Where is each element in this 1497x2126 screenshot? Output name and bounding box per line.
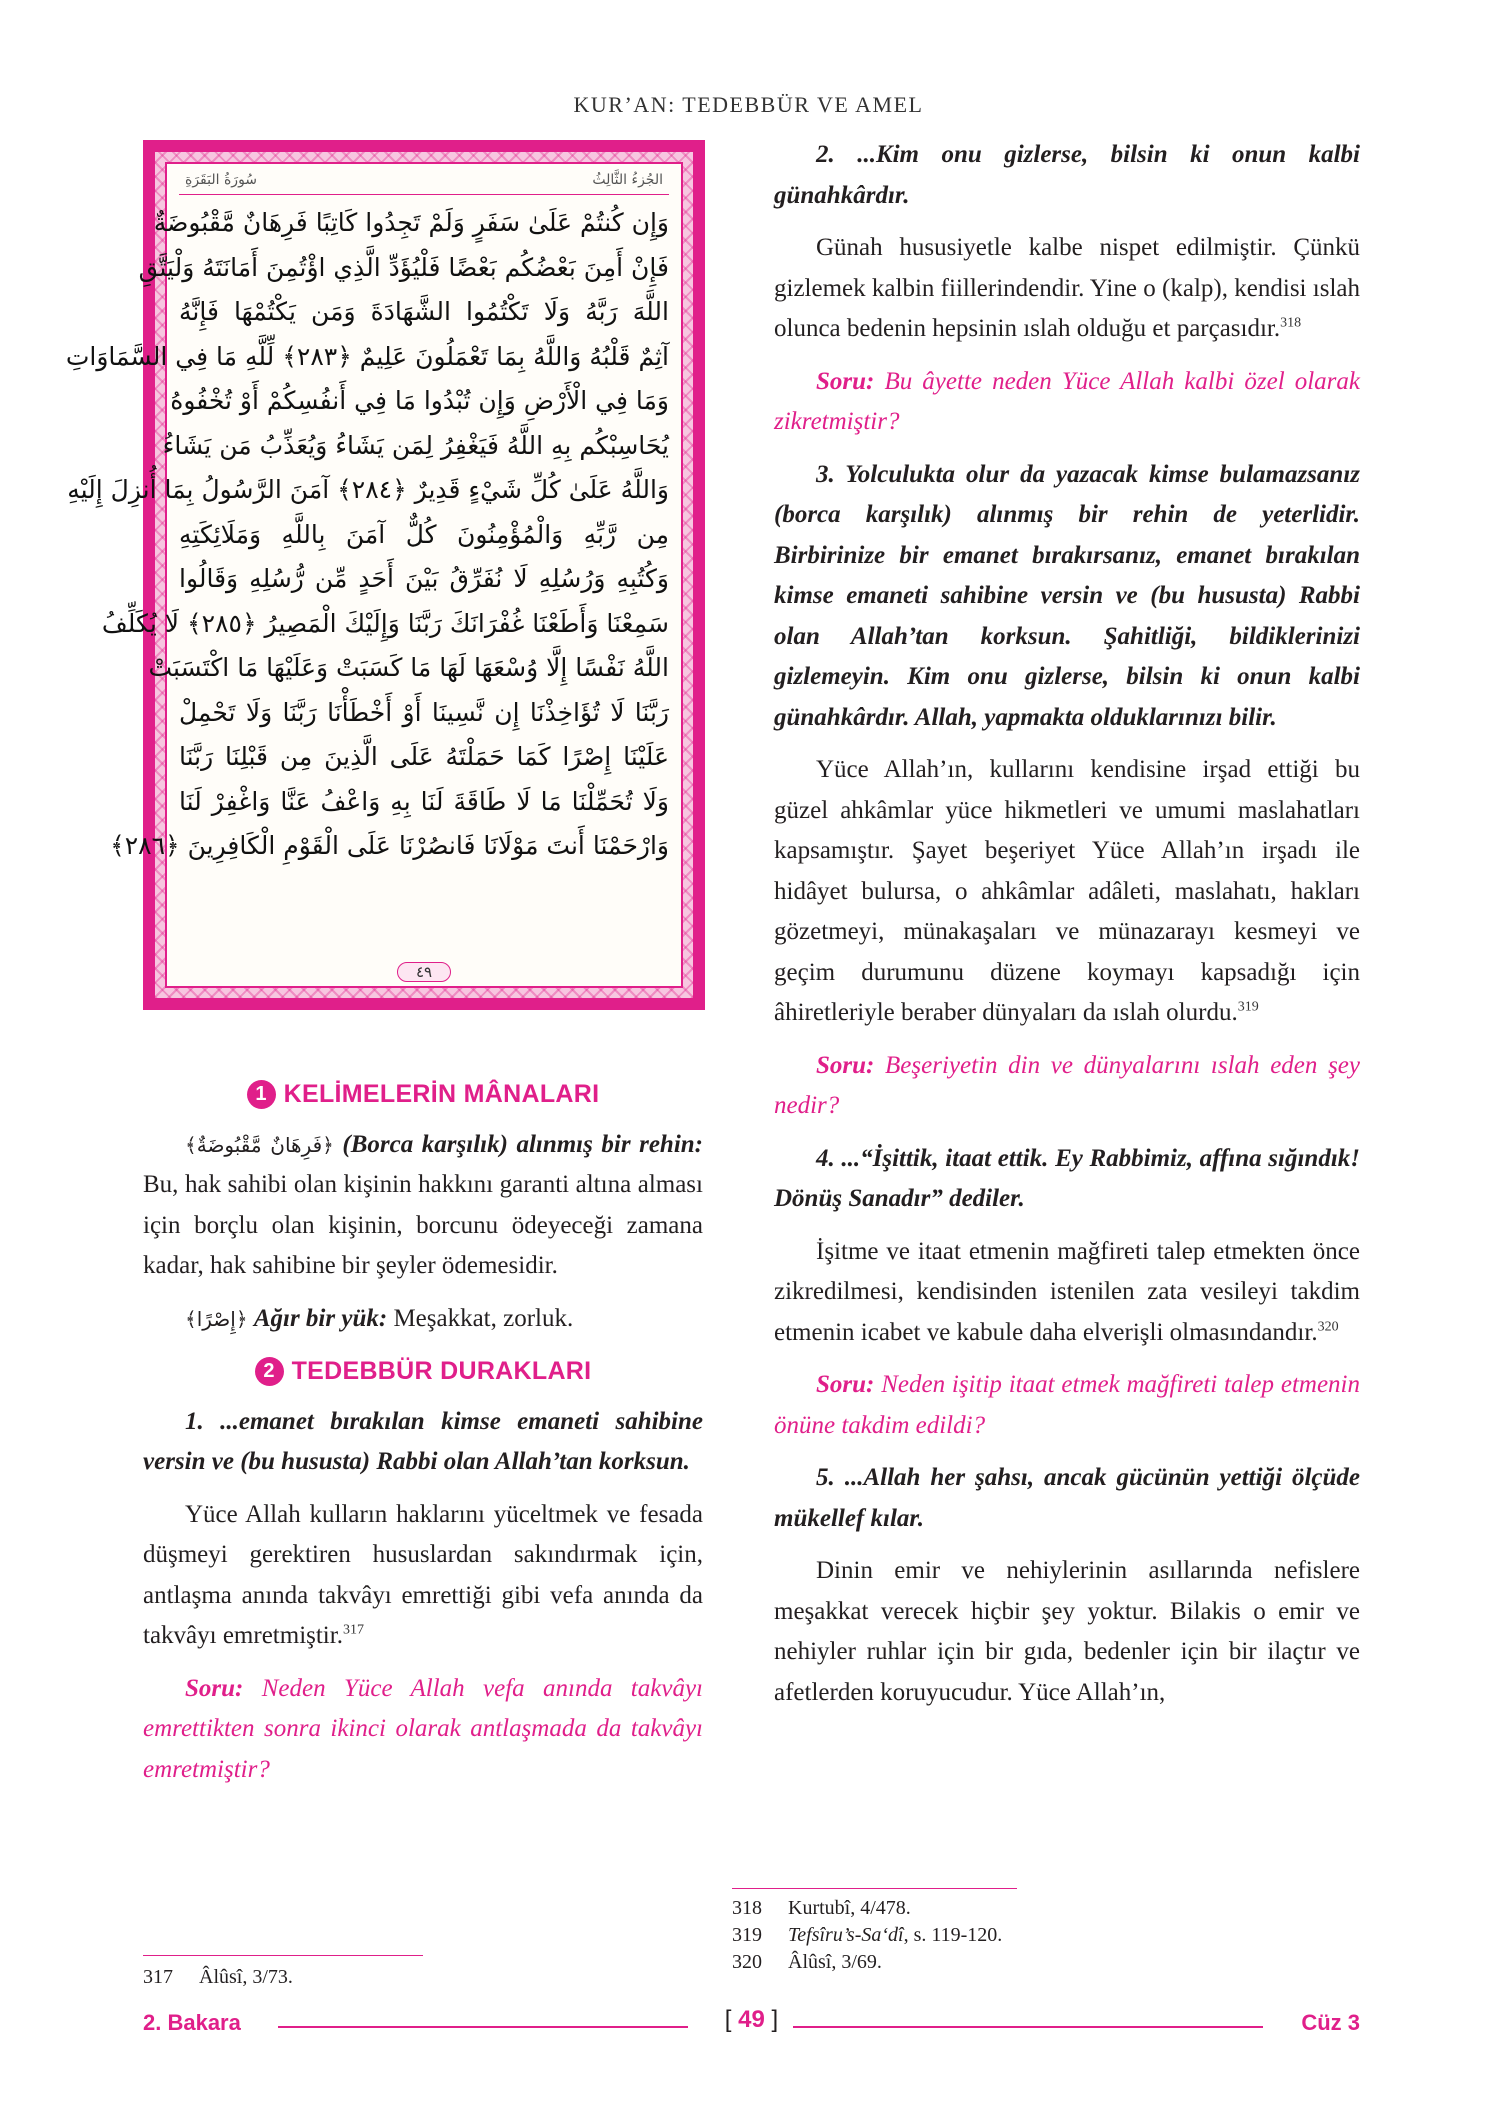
question-label: Soru: [185, 1674, 244, 1702]
footnote-ref[interactable]: 318 [1280, 315, 1302, 331]
definition-term: (Borca karşılık) alınmış bir rehin: [333, 1130, 703, 1158]
footnote-source-title: Tefsîru’s-Sa‘dî [788, 1924, 904, 1946]
bracket-open: [ [724, 2006, 732, 2033]
mushaf-line: مِن رَّبِّهِ وَالْمُؤْمِنُونَ كُلٌّ آمَنَ بِاللَّهِ وَمَلَائِكَتِهِ [179, 519, 669, 549]
mushaf-line: اللَّهُ نَفْسًا إِلَّا وُسْعَهَا لَهَا مَا كَسَبَتْ وَعَلَيْهَا مَا اكْتَسَبَتْ [148, 653, 669, 682]
page-number: 49 [738, 2006, 765, 2033]
running-head: KUR’AN: TEDEBBÜR VE AMEL [573, 92, 924, 117]
question-4 [774, 1365, 1360, 1446]
arabic-term: ﴿فَرِهَانٌ مَّقْبُوضَةٌ﴾ [185, 1132, 334, 1157]
mushaf-text [65, 201, 669, 869]
definition-text: Meşakkat, zorluk. [387, 1304, 574, 1332]
section-heading-text: TEDEBBÜR DURAKLARI [291, 1357, 592, 1385]
footnote-right-3 [732, 1949, 882, 1976]
paragraph-text: Yüce Allah kulların haklarını yüceltmek ve fesada düşmeyi gerektiren hususlardan sakındırmak için, antlaşma anında takvâyı emrettiği gibi vefa anında da takvâyı emretmiştir. [143, 1500, 703, 1649]
definition-1 [143, 1125, 703, 1287]
mushaf-line: رَبَّنَا لَا تُؤَاخِذْنَا إِن نَّسِينَا أَوْ أَخْطَأْنَا رَبَّنَا وَلَا تَحْمِلْ [179, 697, 669, 727]
definition-2 [143, 1299, 703, 1340]
footer-rule-right [793, 2026, 1263, 2028]
question-text: Neden Yüce Allah vefa anında takvâyı emrettikten sonra ikinci olarak antlaşmada da takvâyı emretmiştir? [143, 1674, 703, 1783]
footnote-ref[interactable]: 319 [1237, 999, 1259, 1015]
section-heading-words [143, 1074, 703, 1115]
footnote-number: 318 [732, 1897, 762, 1919]
reflection-text-1 [143, 1495, 703, 1657]
mushaf-line: وَارْحَمْنَا أَنتَ مَوْلَانَا فَانصُرْنَا عَلَى الْقَوْمِ الْكَافِرِينَ ﴿٢٨٦﴾ [110, 831, 669, 860]
mushaf-line: اللَّهَ رَبَّهُ وَلَا تَكْتُمُوا الشَّهَادَةَ وَمَن يَكْتُمْهَا فَإِنَّهُ [179, 297, 669, 326]
footnote-number: 320 [732, 1951, 762, 1973]
bracket-close: ] [771, 2006, 779, 2033]
footnote-text: Âlûsî, 3/69. [788, 1951, 882, 1973]
question-text: Beşeriyetin din ve dünyalarını ıslah eden şey nedir? [774, 1051, 1360, 1119]
question-text: Bu âyette neden Yüce Allah kalbi özel olarak zikretmiştir? [774, 367, 1360, 435]
reflection-title-2: 2. ...Kim onu gizlerse, bilsin ki onun kalbi günahkârdır. [774, 141, 1360, 209]
mushaf-line: وَإِن كُنتُمْ عَلَىٰ سَفَرٍ وَلَمْ تَجِدُوا كَاتِبًا فَرِهَانٌ مَّقْبُوضَةٌ [153, 208, 669, 237]
footer-juz-label: Cüz 3 [1301, 2010, 1360, 2035]
mushaf-line: عَلَيْنَا إِصْرًا كَمَا حَمَلْتَهُ عَلَى الَّذِينَ مِن قَبْلِنَا رَبَّنَا [179, 742, 669, 771]
footnote-number: 317 [143, 1966, 173, 1988]
reflection-title-1: 1. ...emanet bırakılan kimse emaneti sahibine versin ve (bu hususta) Rabbi olan Allah’tan korksun. [143, 1407, 703, 1475]
footer-surah-label: 2. Bakara [143, 2010, 241, 2035]
mushaf-line: آثِمٌ قَلْبُهُ وَاللَّهُ بِمَا تَعْمَلُونَ عَلِيمٌ ﴿٢٨٣﴾ لِّلَّهِ مَا فِي السَّمَاوَاتِ [65, 341, 669, 371]
footnote-right-1 [732, 1895, 911, 1922]
footnote-text: Âlûsî, 3/73. [199, 1966, 293, 1988]
footnote-left [143, 1964, 293, 1991]
section-number-badge: 1 [247, 1080, 276, 1109]
reflection-text-5: Dinin emir ve nehiylerinin asıllarında nefislere meşakkat verecek hiçbir şey yoktur. Bilakis o emir ve nehiyler ruhlar için bir gıda, bedenler için bir ilaçtır ve afetlerden koruyucudur. Yüce Allah’ın, [774, 1557, 1360, 1706]
footnote-ref[interactable]: 320 [1317, 1319, 1339, 1335]
question-text: Neden işitip itaat etmek mağfireti talep etmenin önüne takdim edildi? [774, 1371, 1360, 1439]
mushaf-page [65, 162, 683, 988]
section-heading-text: KELİMELERİN MÂNALARI [283, 1080, 600, 1108]
arabic-term: ﴿إِصْرًا﴾ [185, 1306, 248, 1331]
footnote-ref[interactable]: 317 [342, 1622, 364, 1638]
question-1 [143, 1669, 703, 1791]
reflection-text-4 [774, 1232, 1360, 1354]
question-3 [774, 1046, 1360, 1127]
mushaf-surah-label: سُورَةُ البَقَرَةِ [185, 172, 258, 188]
mushaf-ornamental-border [65, 152, 693, 998]
footnote-rule-right [732, 1888, 1017, 1889]
reflection-title-5: 5. ...Allah her şahsı, ancak gücünün yettiği ölçüde mükellef kılar. [774, 1464, 1360, 1532]
mushaf-line: فَإِنْ أَمِنَ بَعْضُكُم بَعْضًا فَلْيُؤَدِّ الَّذِي اؤْتُمِنَ أَمَانَتَهُ وَلْيَتَّقِ [138, 252, 669, 282]
paragraph-text: Yüce Allah’ın, kullarını kendisine irşad ettiği bu güzel ahkâmlar yüce hikmetleri ve umumi maslahatları kapsamıştır. Şayet beşeriyet Yüce Allah’ın irşadı ile hidâyet bulursa, o ahkâmlar adâleti, maslahatı, hakları gözetmeyi, münakaşaları ve münazarayı kesmeyi ve geçim durumunu düzene koymayı kapsadığı için âhiretleriyle beraber dünyaları da ıslah olurdu. [774, 756, 1360, 1026]
mushaf-juz-label: الجُزءُ الثَّالِثُ [592, 172, 663, 188]
reflection-title-3: 3. Yolculukta olur da yazacak kimse bulamazsanız (borca karşılık) alınmış bir rehin de yeterlidir. Birbirinize bir emanet bırakırsanız, emanet bırakılan kimse emaneti sahibine versin ve (bu hususta) Rabbi olan Allah’tan korksun. Şahitliği, bildiklerinizi gizlemeyin. Kim onu gizlerse, bilsin ki onun kalbi günahkârdır. Allah, yapmakta olduklarınızı bilir. [774, 460, 1360, 731]
footnote-text: Kurtubî, 4/478. [788, 1897, 911, 1919]
mushaf-line: وَكُتُبِهِ وَرُسُلِهِ لَا نُفَرِّقُ بَيْنَ أَحَدٍ مِّن رُّسُلِهِ وَقَالُوا [179, 564, 669, 593]
left-column [143, 1068, 703, 1802]
paragraph-text: İşitme ve itaat etmenin mağfireti talep etmekten önce zikredilmesi, kendisinden istenilen zata vesileyi takdim etmenin icabet ve kabule daha elverişli olmasındandır. [774, 1237, 1360, 1346]
definition-text: Bu, hak sahibi olan kişinin hakkını garanti altına alması için borçlu olan kişinin, borcunu ödeyeceği zamana kadar, hak sahibine bir şeyler ödemesidir. [143, 1171, 703, 1279]
section-heading-reflection [143, 1351, 703, 1392]
footnote-rule-left [143, 1955, 423, 1956]
paragraph-text: Günah hususiyetle kalbe nispet edilmiştir. Çünkü gizlemek kalbin fiillerindendir. Yine o (kalp), kendisi ıslah olunca bedenin hepsinin ıslah olduğu et parçasıdır. [774, 234, 1360, 342]
reflection-text-3 [774, 750, 1360, 1034]
section-number-badge: 2 [255, 1357, 284, 1386]
mushaf-header [179, 170, 669, 195]
mushaf-line: وَلَا تُحَمِّلْنَا مَا لَا طَاقَةَ لَنَا بِهِ وَاعْفُ عَنَّا وَاغْفِرْ لَنَا [179, 786, 669, 816]
mushaf-line: سَمِعْنَا وَأَطَعْنَا غُفْرَانَكَ رَبَّنَا وَإِلَيْكَ الْمَصِيرُ ﴿٢٨٥﴾ لَا يُكَلِّفُ [101, 608, 669, 638]
reflection-title-4: 4. ...“İşittik, itaat ettik. Ey Rabbimiz, affına sığındık! Dönüş Sanadır” dediler. [774, 1144, 1360, 1212]
mushaf-line: وَمَا فِي الْأَرْضِ وَإِن تُبْدُوا مَا فِي أَنفُسِكُمْ أَوْ تُخْفُوهُ [170, 386, 669, 415]
mushaf-page-number-text: ٤٩ [397, 962, 451, 982]
definition-term: Ağır bir yük: [247, 1304, 388, 1332]
footnote-text: , s. 119-120. [903, 1924, 1003, 1946]
reflection-text-2 [774, 228, 1360, 350]
footer-page-number [143, 2006, 1360, 2034]
question-2 [774, 362, 1360, 443]
question-label: Soru: [816, 1051, 875, 1079]
page-footer [143, 2006, 1360, 2044]
footnote-right-2 [732, 1922, 1002, 1949]
mushaf-line: وَاللَّهُ عَلَىٰ كُلِّ شَيْءٍ قَدِيرٌ ﴿٢٨٤﴾ آمَنَ الرَّسُولُ بِمَا أُنزِلَ إِلَيْهِ [67, 475, 669, 504]
question-label: Soru: [816, 367, 875, 395]
mushaf-line: يُحَاسِبْكُم بِهِ اللَّهُ فَيَغْفِرُ لِمَن يَشَاءُ وَيُعَذِّبُ مَن يَشَاءُ [162, 430, 669, 460]
footnote-number: 319 [732, 1924, 762, 1946]
mushaf-page-number [167, 962, 681, 982]
mushaf-page-frame [65, 140, 705, 1010]
question-label: Soru: [816, 1371, 875, 1398]
right-column [774, 135, 1360, 1725]
